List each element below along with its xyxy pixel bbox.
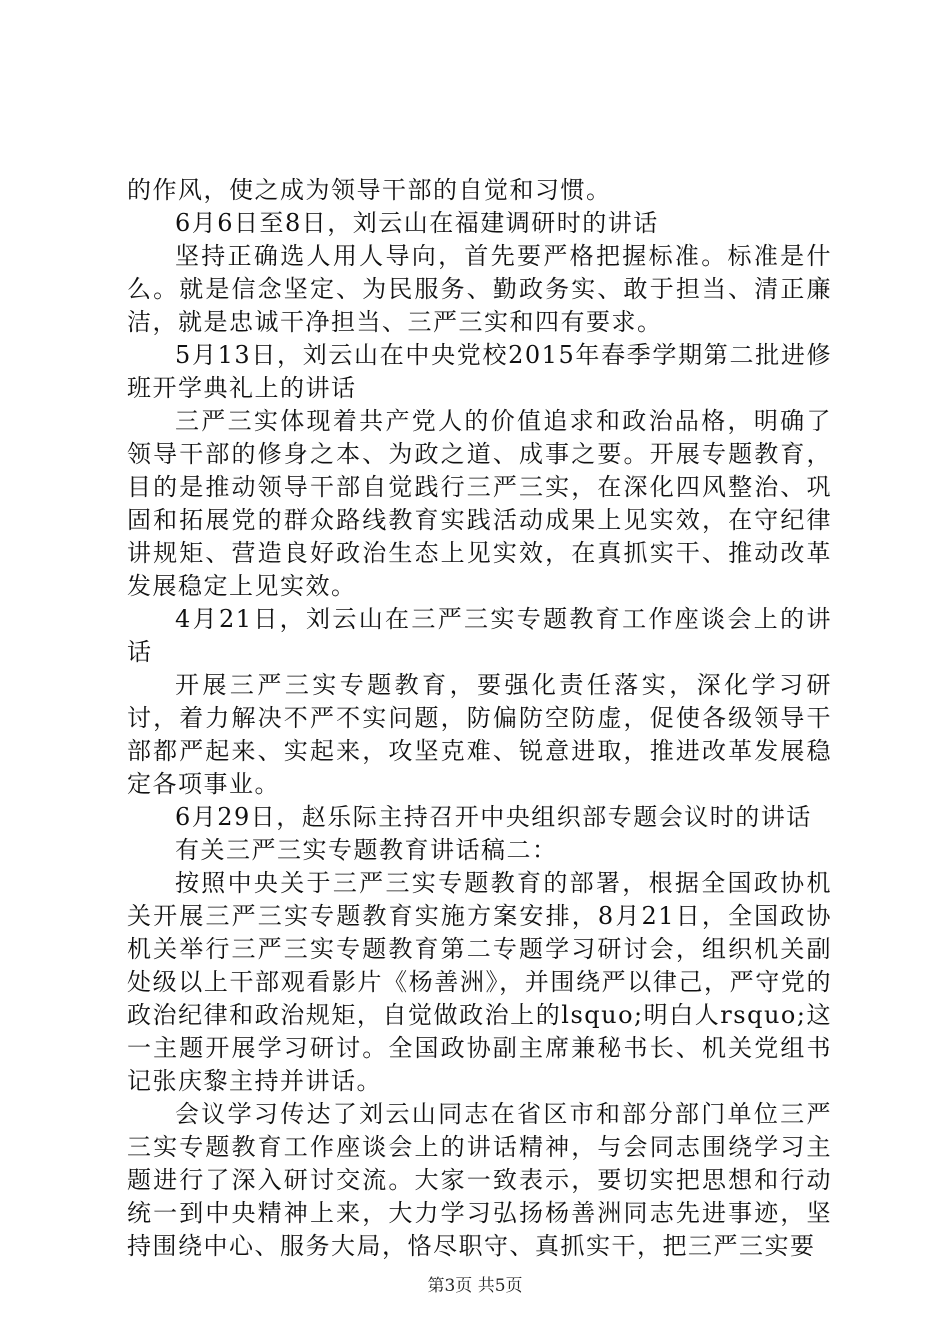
speech-source-fujian: 6月6日至8日，刘云山在福建调研时的讲话 [175,209,659,237]
paragraph-values-character: 三严三实体现着共产党人的价值追求和政治品格，明确了领导干部的修身之本、为政之道、成事之要。开展专题教育，目的是推动领导干部自觉践行三严三实，在深化四风整治、巩固和拓展党的群众路线教育实践活动成果上见实效，在守纪律讲规矩、营造良好政治生态上见实效，在真抓实干、推动改革发展稳定上见实效。 [127,407,832,600]
section-heading-draft-two: 有关三严三实专题教育讲话稿二： [175,836,558,864]
paragraph-cppcc-seminar: 按照中央关于三严三实专题教育的部署，根据全国政协机关开展三严三实专题教育实施方案安排，8月21日，全国政协机关举行三严三实专题教育第二专题学习研讨会，组织机关副处级以上干部观看影片《杨善洲》，并围绕严以律己，严守党的政治纪律和政治规矩，自觉做政治上的lsquo;明白人rsquo;这一主题开展学习研讨。全国政协副主席兼秘书长、机关党组书记张庆黎主持并讲话。 [127,869,832,1095]
document-body [127,174,832,1263]
paragraph-meeting-study: 会议学习传达了刘云山同志在省区市和部分部门单位三严三实专题教育工作座谈会上的讲话精神，与会同志围绕学习主题进行了深入研讨交流。大家一致表示，要切实把思想和行动统一到中央精神上来，大力学习弘扬杨善洲同志先进事迹，坚持围绕中心、服务大局，恪尽职守、真抓实干，把三严三实要 [127,1100,832,1260]
paragraph-responsibility: 开展三严三实专题教育，要强化责任落实，深化学习研讨，着力解决不严不实问题，防偏防空防虚，促使各级领导干部都严起来、实起来，攻坚克难、锐意进取，推进改革发展稳定各项事业。 [127,671,832,798]
paragraph-selection-standards: 坚持正确选人用人导向，首先要严格把握标准。标准是什么。就是信念坚定、为民服务、勤政务实、敢于担当、清正廉洁，就是忠诚干净担当、三严三实和四有要求。 [127,242,832,336]
paragraph-continuation: 的作风，使之成为领导干部的自觉和习惯。 [127,176,612,204]
speech-source-symposium: 4月21日，刘云山在三严三实专题教育工作座谈会上的讲话 [127,605,832,666]
speech-source-organization-dept: 6月29日，赵乐际主持召开中央组织部专题会议时的讲话 [175,803,812,831]
page-number-footer: 第3页 共5页 [427,1276,523,1296]
speech-source-party-school: 5月13日，刘云山在中央党校2015年春季学期第二批进修班开学典礼上的讲话 [127,341,832,402]
